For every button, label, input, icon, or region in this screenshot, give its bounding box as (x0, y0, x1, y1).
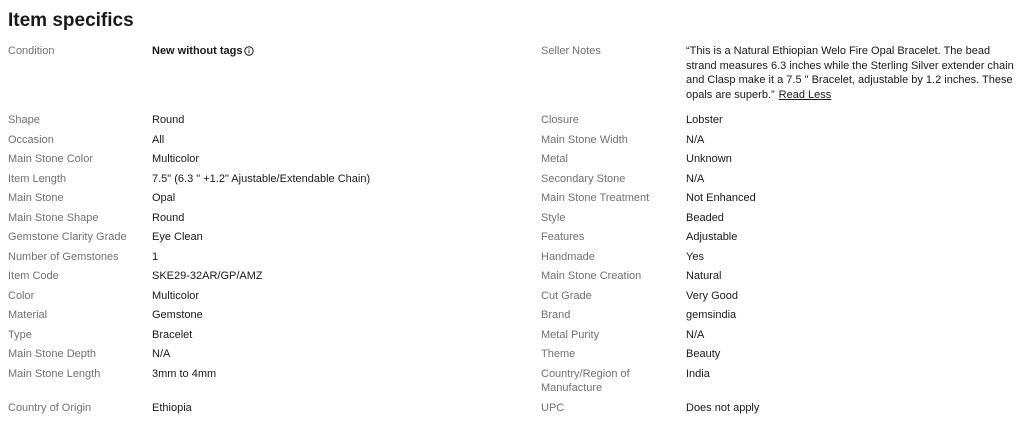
spec-label: Cut Grade (541, 289, 592, 302)
spec-label: Main Stone Treatment (541, 192, 650, 204)
spec-label: UPC (541, 401, 565, 414)
spec-label: Item Length (8, 172, 67, 185)
spec-value: Very Good (686, 289, 738, 302)
spec-row (8, 211, 1018, 226)
seller-notes-text: “This is a Natural Ethiopian Welo Fire Opal Bracelet. The bead strand measures 6.3 inches while the Sterling Silver extender chain and Clasp make it a 7.5 " Bracelet, adjustable by 1.2 inches. These opals are superb.” (686, 45, 1014, 101)
spec-value: Beaded (686, 211, 724, 224)
spec-row (8, 230, 1018, 245)
info-icon[interactable] (244, 46, 254, 56)
spec-label: Main Stone Color (8, 153, 93, 165)
spec-label: Main Stone Creation (541, 270, 642, 282)
spec-value: India (686, 367, 710, 380)
spec-value: N/A (686, 172, 705, 185)
spec-label: Main Stone Depth (8, 348, 97, 360)
spec-value: Adjustable (686, 231, 738, 243)
spec-label: Brand (541, 309, 571, 321)
spec-value: 3mm to 4mm (152, 367, 217, 380)
spec-row (8, 308, 1018, 323)
spec-value-condition (152, 44, 541, 59)
spec-label: Main Stone Width (541, 133, 628, 146)
spec-row (8, 133, 1018, 148)
spec-row (8, 191, 1018, 206)
spec-row (8, 347, 1018, 362)
read-less-link[interactable]: Read Less (778, 88, 832, 101)
spec-label: Features (541, 231, 585, 243)
spec-label: Seller Notes (541, 45, 601, 57)
spec-value: Gemstone (152, 309, 203, 321)
section-title: Item specifics (8, 10, 134, 31)
spec-value: Natural (686, 270, 722, 282)
spec-value: SKE29-32AR/GP/AMZ (152, 270, 263, 282)
spec-label: Closure (541, 114, 579, 126)
spec-label: Handmade (541, 250, 595, 263)
spec-label: Country of Origin (8, 401, 92, 414)
spec-row (8, 269, 1018, 284)
spec-value: Does not apply (686, 401, 760, 414)
seller-notes-value (686, 44, 1016, 102)
spec-value: Ethiopia (152, 401, 192, 414)
spec-label: Type (8, 328, 32, 341)
spec-value: N/A (686, 328, 705, 341)
spec-value: Multicolor (152, 289, 200, 302)
spec-value: 7.5" (6.3 " +1.2" Ajustable/Extendable Chain) (152, 172, 371, 185)
spec-row-condition (8, 44, 1018, 102)
spec-value: N/A (152, 348, 171, 360)
spec-label: Style (541, 211, 566, 224)
spec-row (8, 250, 1018, 265)
spec-label: Item Code (8, 270, 59, 282)
spec-value: Beauty (686, 348, 721, 360)
spec-label: Theme (541, 348, 576, 360)
spec-label: Country/Region of Manufacture (541, 367, 630, 394)
spec-value: All (152, 133, 165, 146)
spec-label: Secondary Stone (541, 172, 626, 185)
spec-row (8, 401, 1018, 416)
spec-value: N/A (686, 133, 705, 146)
spec-value: Round (152, 211, 185, 224)
spec-row (8, 172, 1018, 187)
spec-value: Multicolor (152, 153, 200, 165)
spec-value: Opal (152, 192, 176, 204)
spec-value: Not Enhanced (686, 192, 756, 204)
spec-label: Main Stone Shape (8, 211, 99, 224)
spec-value: Lobster (686, 114, 723, 126)
spec-label: Occasion (8, 133, 54, 146)
spec-row (8, 152, 1018, 167)
spec-label: Color (8, 289, 35, 302)
item-specifics-grid (8, 44, 1018, 420)
spec-value: Eye Clean (152, 231, 203, 243)
spec-label: Shape (8, 114, 40, 126)
spec-label: Main Stone (8, 192, 64, 204)
spec-label: Condition (8, 45, 55, 57)
spec-row (8, 328, 1018, 343)
spec-value: Yes (686, 250, 704, 263)
spec-label: Main Stone Length (8, 367, 101, 380)
spec-value: Unknown (686, 153, 732, 165)
spec-row (8, 289, 1018, 304)
spec-label: Metal (541, 153, 568, 165)
spec-value: gemsindia (686, 309, 737, 321)
spec-row (8, 113, 1018, 128)
spec-label: Gemstone Clarity Grade (8, 231, 127, 243)
spec-value: Round (152, 114, 185, 126)
spec-label: Metal Purity (541, 328, 600, 341)
spec-label: Material (8, 309, 48, 321)
condition-value: New without tags (152, 45, 243, 57)
spec-label: Number of Gemstones (8, 250, 119, 263)
spec-value: Bracelet (152, 328, 193, 341)
spec-value: 1 (152, 250, 159, 263)
spec-row (8, 367, 1018, 396)
